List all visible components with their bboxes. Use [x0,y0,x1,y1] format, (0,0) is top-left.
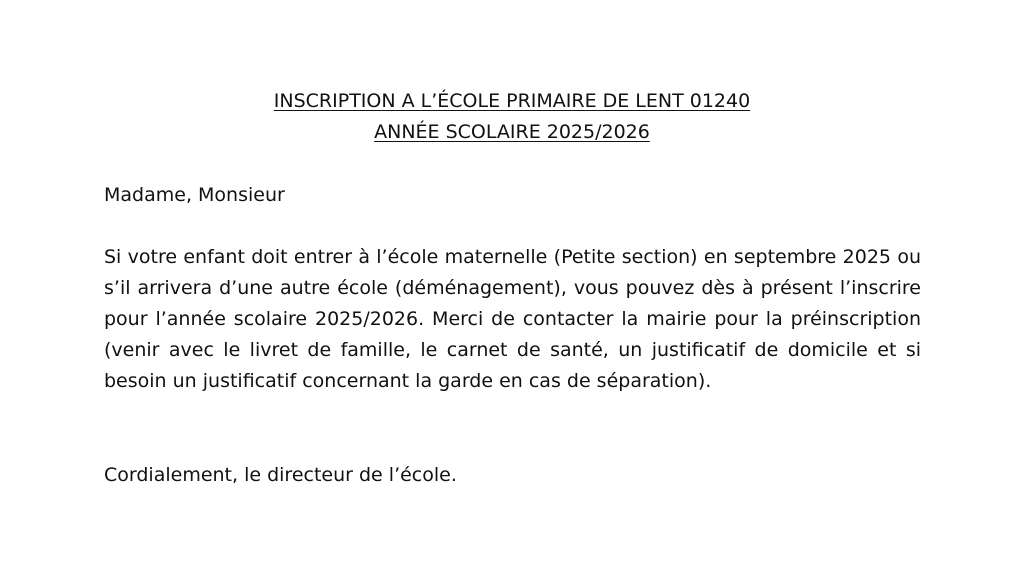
title-line-1: INSCRIPTION A L’ÉCOLE PRIMAIRE DE LENT 01240 [273,90,751,112]
title-line-2: ANNÉE SCOLAIRE 2025/2026 [374,121,650,143]
greeting: Madame, Monsieur [104,184,285,206]
closing-signature: Cordialement, le directeur de l’école. [104,464,457,486]
document-title [0,86,1024,148]
body-paragraph: Si votre enfant doit entrer à l’école maternelle (Petite section) en septembre 2025 ou s’il arrivera d’une autre école (déménagement), vous pouvez dès à présent l’inscrire pour l’année scolaire 2025/2026. Merci de contacter la mairie pour la préinscription (venir avec le livret de famille, le carnet de santé, un justificatif de domicile et si besoin un justificatif concernant la garde en cas de séparation). [104,246,921,392]
